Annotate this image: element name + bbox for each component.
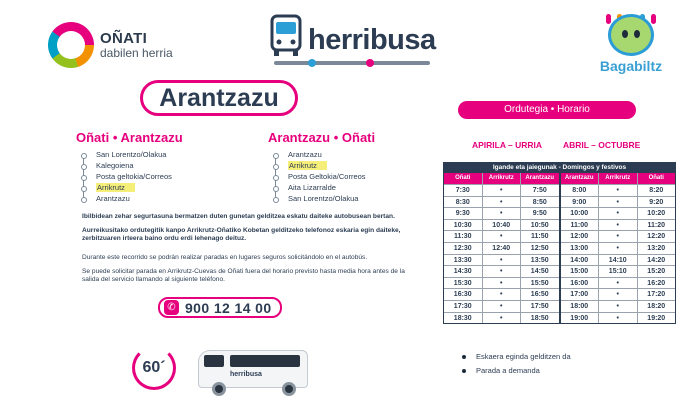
table-row (444, 242, 559, 254)
table-cell: 13:20 (637, 243, 676, 254)
table-cell: • (482, 278, 521, 289)
bagabiltz-wordmark: Bagabiltz (599, 58, 663, 74)
table-cell: 12:40 (482, 243, 521, 254)
table-cell: • (482, 185, 521, 196)
table-cell: 14:20 (637, 255, 676, 266)
table-row (561, 265, 676, 277)
table-cell: 8:00 (572, 187, 587, 194)
table-cell: 14:30 (453, 268, 472, 276)
table-cell: • (598, 278, 637, 289)
stop-item: San Lorentzo/Olakua (288, 193, 375, 204)
route-line (274, 61, 430, 65)
table-cell: 17:50 (520, 301, 559, 312)
phone-box[interactable] (158, 297, 282, 318)
table-cell: 16:00 (570, 279, 589, 287)
table-cell: • (482, 266, 521, 277)
timetable (443, 162, 676, 324)
table-cell: 15:30 (453, 279, 472, 287)
timetable-return (561, 173, 676, 323)
table-cell: 10:20 (637, 208, 676, 219)
table-cell: 16:50 (520, 289, 559, 300)
onati-name: OÑATI (100, 29, 148, 47)
stop-item: Posta geltokia/Correos (96, 171, 183, 182)
table-cell: 15:20 (637, 266, 676, 277)
duration-badge: 60´ (132, 346, 176, 390)
timetable-outbound (444, 173, 561, 323)
table-row (444, 288, 559, 300)
table-row (561, 312, 676, 324)
table-cell: 14:50 (520, 266, 559, 277)
onati-subtitle: dabilen herria (100, 45, 173, 60)
table-cell: 8:50 (520, 197, 559, 208)
bagabiltz-logo (594, 14, 668, 80)
route-outbound-title: Oñati • Arantzazu (76, 130, 183, 145)
wheel-icon (282, 382, 296, 396)
bus-window (204, 355, 224, 367)
table-cell: 16:30 (453, 291, 472, 299)
stop-list (76, 149, 183, 204)
herribusa-wordmark: herribusa (308, 24, 436, 56)
table-row (444, 300, 559, 312)
table-cell: 11:00 (570, 221, 589, 229)
table-cell: 13:30 (453, 256, 472, 264)
table-cell: • (598, 231, 637, 242)
timetable-column-headers (444, 173, 559, 184)
table-cell: 18:50 (520, 313, 559, 324)
column-header: Arantzazu (561, 173, 599, 184)
table-cell: 9:00 (572, 198, 587, 206)
table-cell: 9:30 (455, 210, 470, 218)
table-cell: • (598, 197, 637, 208)
table-row (561, 196, 676, 208)
table-cell: 12:20 (637, 231, 676, 242)
table-cell: 18:30 (453, 314, 472, 322)
info-paragraph-es-2: Se puede solicitar parada en Arrikrutz-Cuevas de Oñati fuera del horario previsto hasta media hora antes de la salida del servicio llamando al siguiente teléfono. (82, 268, 405, 284)
table-row (444, 207, 559, 219)
page-title: Arantzazu (140, 80, 298, 116)
table-row (561, 207, 676, 219)
bus-front-icon (268, 14, 304, 58)
route-return (268, 130, 375, 204)
table-cell: • (598, 289, 637, 300)
info-paragraph-es-1: Durante este recorrido se podrán realizar paradas en lugares seguros solicitándolo en el autobús. (82, 254, 368, 261)
table-cell: 17:00 (570, 291, 589, 299)
route-return-title: Arantzazu • Oñati (268, 130, 376, 145)
table-cell: 9:50 (520, 208, 559, 219)
timetable-header: Igande eta jaiegunak - Domingos y festivos (444, 163, 675, 173)
table-cell: 10:50 (520, 220, 559, 231)
table-cell: • (598, 313, 637, 324)
phone-icon: ✆ (164, 300, 179, 315)
wheel-icon (212, 382, 226, 396)
period-basque: APIRILA – URRIA (472, 140, 543, 150)
table-row (444, 254, 559, 266)
onati-logo (48, 22, 173, 68)
stop-item: Aita Lizarralde (288, 182, 375, 193)
table-cell: • (482, 208, 521, 219)
onati-ring-icon (48, 22, 94, 68)
route-outbound (76, 130, 183, 204)
column-header: Arantzazu (520, 173, 559, 184)
stop-item: Posta Geltokia/Correos (288, 171, 375, 182)
stop-item: Arantzazu (288, 149, 375, 160)
table-cell: 11:50 (520, 231, 559, 242)
table-cell: 9:20 (637, 197, 676, 208)
table-row (561, 184, 676, 196)
table-row (444, 219, 559, 231)
table-row (444, 196, 559, 208)
table-cell: 19:20 (637, 313, 676, 324)
table-row (561, 219, 676, 231)
table-cell: 10:00 (570, 210, 589, 218)
info-paragraph-eu-2: Aurreikusitako ordutegitik kanpo Arrikrutz-Oñatiko Kobetan gelditzeko telefonoz eskaria egin daiteke, zerbitzuaren irteera baino ordu erdi lehenago deituz. (82, 227, 401, 243)
stop-item: San Lorentzo/Olakua (96, 149, 183, 160)
table-cell: 12:00 (570, 233, 589, 241)
timetable-banner: Ordutegia • Horario (458, 101, 636, 119)
table-cell: 19:00 (570, 314, 589, 322)
table-cell: • (598, 208, 637, 219)
legend-item: Eskaera eginda gelditzen da (462, 352, 571, 361)
table-cell: • (482, 255, 521, 266)
herribusa-logo (268, 10, 436, 70)
stop-list (268, 149, 375, 204)
table-cell: 13:50 (520, 255, 559, 266)
table-row (444, 230, 559, 242)
table-row (444, 312, 559, 324)
bus-illustration (190, 346, 312, 400)
table-cell: • (598, 220, 637, 231)
table-cell: • (482, 301, 521, 312)
legend-item: Parada a demanda (462, 366, 540, 375)
table-cell: 18:00 (570, 302, 589, 310)
table-row (561, 300, 676, 312)
table-row (444, 184, 559, 196)
table-row (561, 277, 676, 289)
info-paragraph-eu-1: Ibilbidean zehar segurtasuna bermatzen duten gunetan gelditzea eskatu daiteke autobusean bertan. (82, 213, 395, 220)
table-cell: 7:50 (520, 185, 559, 196)
stop-item-highlighted: Arrikrutz (288, 160, 375, 171)
column-header: Arrikrutz (598, 173, 637, 184)
table-cell: • (482, 231, 521, 242)
table-cell: 12:50 (520, 243, 559, 254)
table-cell: 7:30 (455, 187, 470, 194)
bullet-icon (462, 369, 466, 373)
bus-label: herribusa (230, 371, 262, 378)
table-cell: 13:00 (570, 244, 589, 252)
column-header: Oñati (637, 173, 676, 184)
table-row (444, 277, 559, 289)
table-row (444, 265, 559, 277)
table-cell: • (482, 313, 521, 324)
table-cell: 18:20 (637, 301, 676, 312)
table-cell: • (598, 243, 637, 254)
table-row (561, 230, 676, 242)
table-cell: 15:10 (598, 266, 637, 277)
table-cell: 14:00 (570, 256, 589, 264)
route-dot (366, 59, 374, 67)
route-dot (308, 59, 316, 67)
table-cell: 11:20 (637, 220, 676, 231)
table-cell: 10:30 (453, 221, 472, 229)
table-row (561, 254, 676, 266)
bus-window (230, 355, 300, 367)
table-cell: • (482, 289, 521, 300)
table-cell: 15:00 (570, 268, 589, 276)
table-cell: • (598, 185, 637, 196)
timetable-column-headers (561, 173, 676, 184)
table-cell: 12:30 (453, 244, 472, 252)
period-spanish: ABRIL – OCTUBRE (563, 140, 641, 150)
phone-number[interactable]: 900 12 14 00 (185, 299, 272, 316)
column-header: Arrikrutz (482, 173, 521, 184)
table-cell: • (482, 197, 521, 208)
table-cell: 17:30 (453, 302, 472, 310)
smiley-face-icon (608, 14, 654, 56)
table-row (561, 288, 676, 300)
table-cell: 16:20 (637, 278, 676, 289)
table-cell: 17:20 (637, 289, 676, 300)
table-cell: 10:40 (482, 220, 521, 231)
stop-item: Kalegoiena (96, 160, 183, 171)
table-cell: 14:10 (598, 255, 637, 266)
table-cell: 8:30 (455, 198, 470, 206)
table-cell: • (598, 301, 637, 312)
stop-item: Arantzazu (96, 193, 183, 204)
table-row (561, 242, 676, 254)
bullet-icon (462, 355, 466, 359)
stop-item-highlighted: Arrikrutz (96, 182, 183, 193)
table-cell: 11:30 (453, 233, 472, 241)
table-cell: 8:20 (637, 185, 676, 196)
table-cell: 15:50 (520, 278, 559, 289)
column-header: Oñati (444, 173, 482, 184)
